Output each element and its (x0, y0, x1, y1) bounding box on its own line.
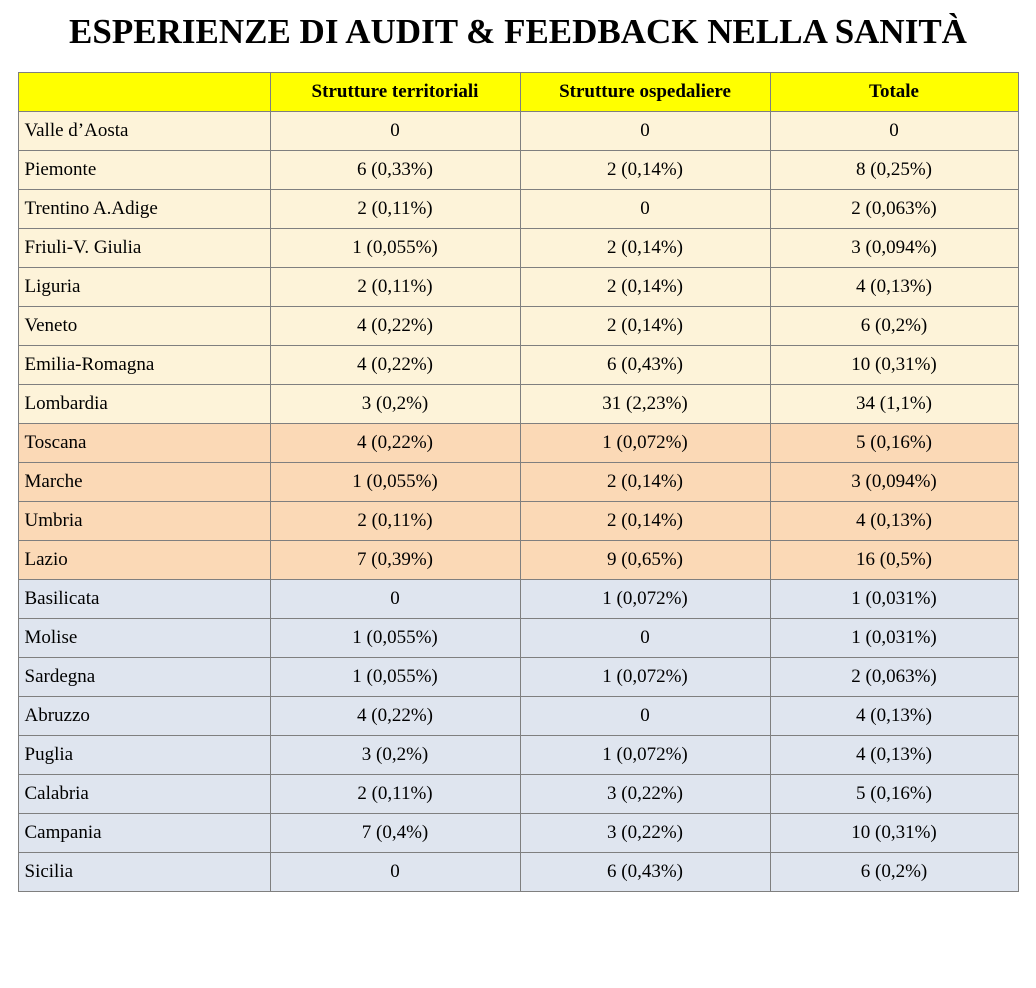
table-row (18, 736, 1018, 775)
cell-territoriali: 7 (0,4%) (270, 814, 520, 853)
cell-region: Molise (18, 619, 270, 658)
cell-region: Lazio (18, 541, 270, 580)
cell-totale: 5 (0,16%) (770, 775, 1018, 814)
cell-totale: 34 (1,1%) (770, 385, 1018, 424)
table-row (18, 424, 1018, 463)
cell-territoriali: 6 (0,33%) (270, 151, 520, 190)
table-row (18, 697, 1018, 736)
table-row (18, 385, 1018, 424)
table-row (18, 853, 1018, 892)
cell-territoriali: 1 (0,055%) (270, 463, 520, 502)
cell-region: Valle d’Aosta (18, 112, 270, 151)
table-row (18, 229, 1018, 268)
cell-ospedaliere: 6 (0,43%) (520, 346, 770, 385)
cell-region: Toscana (18, 424, 270, 463)
table-row (18, 346, 1018, 385)
cell-territoriali: 2 (0,11%) (270, 268, 520, 307)
table-row (18, 619, 1018, 658)
cell-region: Liguria (18, 268, 270, 307)
table-row (18, 112, 1018, 151)
cell-ospedaliere: 9 (0,65%) (520, 541, 770, 580)
cell-territoriali: 4 (0,22%) (270, 697, 520, 736)
cell-totale: 16 (0,5%) (770, 541, 1018, 580)
cell-ospedaliere: 31 (2,23%) (520, 385, 770, 424)
cell-region: Piemonte (18, 151, 270, 190)
cell-territoriali: 4 (0,22%) (270, 307, 520, 346)
table-body (18, 112, 1018, 892)
cell-totale: 0 (770, 112, 1018, 151)
cell-territoriali: 2 (0,11%) (270, 190, 520, 229)
cell-territoriali: 0 (270, 580, 520, 619)
cell-ospedaliere: 1 (0,072%) (520, 658, 770, 697)
cell-territoriali: 3 (0,2%) (270, 736, 520, 775)
cell-totale: 6 (0,2%) (770, 307, 1018, 346)
cell-ospedaliere: 2 (0,14%) (520, 463, 770, 502)
table-row (18, 502, 1018, 541)
cell-region: Sardegna (18, 658, 270, 697)
cell-region: Lombardia (18, 385, 270, 424)
cell-territoriali: 4 (0,22%) (270, 346, 520, 385)
cell-totale: 3 (0,094%) (770, 463, 1018, 502)
audit-feedback-table (18, 72, 1019, 892)
page-title: ESPERIENZE DI AUDIT & FEEDBACK NELLA SANITÀ (69, 12, 967, 51)
cell-totale: 4 (0,13%) (770, 502, 1018, 541)
table-row (18, 190, 1018, 229)
cell-ospedaliere: 2 (0,14%) (520, 229, 770, 268)
column-header-totale: Totale (770, 73, 1018, 112)
table-row (18, 307, 1018, 346)
cell-ospedaliere: 1 (0,072%) (520, 580, 770, 619)
cell-territoriali: 3 (0,2%) (270, 385, 520, 424)
cell-ospedaliere: 0 (520, 190, 770, 229)
cell-region: Trentino A.Adige (18, 190, 270, 229)
column-header-region (18, 73, 270, 112)
cell-ospedaliere: 1 (0,072%) (520, 424, 770, 463)
cell-region: Veneto (18, 307, 270, 346)
cell-territoriali: 4 (0,22%) (270, 424, 520, 463)
table-header (18, 73, 1018, 112)
cell-ospedaliere: 2 (0,14%) (520, 502, 770, 541)
table-header-row (18, 73, 1018, 112)
cell-territoriali: 7 (0,39%) (270, 541, 520, 580)
cell-territoriali: 1 (0,055%) (270, 658, 520, 697)
cell-territoriali: 0 (270, 853, 520, 892)
cell-totale: 10 (0,31%) (770, 814, 1018, 853)
cell-territoriali: 2 (0,11%) (270, 502, 520, 541)
cell-region: Friuli-V. Giulia (18, 229, 270, 268)
cell-totale: 4 (0,13%) (770, 736, 1018, 775)
column-header-ospedaliere: Strutture ospedaliere (520, 73, 770, 112)
cell-totale: 5 (0,16%) (770, 424, 1018, 463)
cell-territoriali: 1 (0,055%) (270, 619, 520, 658)
cell-region: Abruzzo (18, 697, 270, 736)
table-row (18, 463, 1018, 502)
cell-totale: 3 (0,094%) (770, 229, 1018, 268)
cell-ospedaliere: 2 (0,14%) (520, 307, 770, 346)
cell-ospedaliere: 2 (0,14%) (520, 268, 770, 307)
table-row (18, 151, 1018, 190)
cell-ospedaliere: 2 (0,14%) (520, 151, 770, 190)
column-header-territoriali: Strutture territoriali (270, 73, 520, 112)
cell-totale: 10 (0,31%) (770, 346, 1018, 385)
cell-region: Puglia (18, 736, 270, 775)
cell-region: Sicilia (18, 853, 270, 892)
cell-ospedaliere: 3 (0,22%) (520, 775, 770, 814)
cell-totale: 4 (0,13%) (770, 268, 1018, 307)
cell-region: Calabria (18, 775, 270, 814)
cell-totale: 1 (0,031%) (770, 619, 1018, 658)
cell-totale: 1 (0,031%) (770, 580, 1018, 619)
cell-region: Marche (18, 463, 270, 502)
cell-totale: 8 (0,25%) (770, 151, 1018, 190)
table-row (18, 580, 1018, 619)
cell-ospedaliere: 3 (0,22%) (520, 814, 770, 853)
table-row (18, 775, 1018, 814)
cell-territoriali: 2 (0,11%) (270, 775, 520, 814)
cell-totale: 6 (0,2%) (770, 853, 1018, 892)
cell-totale: 2 (0,063%) (770, 658, 1018, 697)
table-row (18, 814, 1018, 853)
cell-territoriali: 1 (0,055%) (270, 229, 520, 268)
cell-ospedaliere: 0 (520, 112, 770, 151)
cell-region: Basilicata (18, 580, 270, 619)
cell-totale: 2 (0,063%) (770, 190, 1018, 229)
table-row (18, 658, 1018, 697)
cell-ospedaliere: 6 (0,43%) (520, 853, 770, 892)
cell-totale: 4 (0,13%) (770, 697, 1018, 736)
table-row (18, 541, 1018, 580)
cell-ospedaliere: 0 (520, 697, 770, 736)
cell-territoriali: 0 (270, 112, 520, 151)
cell-ospedaliere: 0 (520, 619, 770, 658)
cell-region: Umbria (18, 502, 270, 541)
table-row (18, 268, 1018, 307)
cell-ospedaliere: 1 (0,072%) (520, 736, 770, 775)
cell-region: Emilia-Romagna (18, 346, 270, 385)
cell-region: Campania (18, 814, 270, 853)
